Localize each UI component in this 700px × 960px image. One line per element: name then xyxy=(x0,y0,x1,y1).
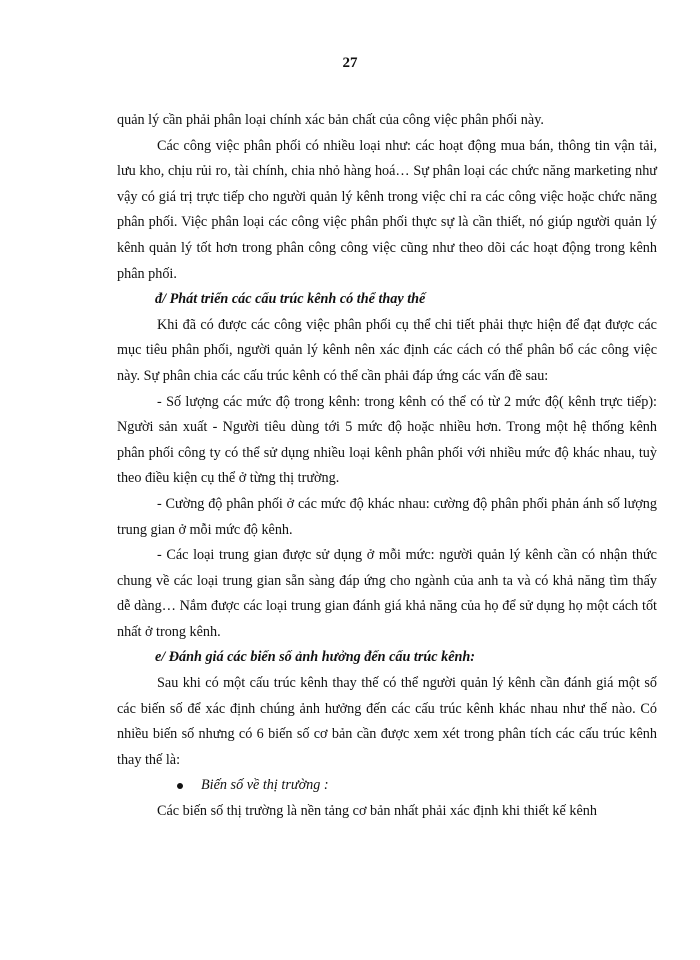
bullet-icon xyxy=(177,783,183,789)
paragraph: Khi đã có được các công việc phân phối cụ thể chi tiết phải thực hiện để đạt được các mục tiêu phân phối, người quản lý kênh nên xác định các cách có thể phân bổ các công việc này. Sự phân chia các cấu trúc kênh có thể cần phải đáp ứng các vấn đề sau: xyxy=(117,316,657,384)
document-body xyxy=(117,108,657,825)
paragraph: Các biến số thị trường là nền tảng cơ bản nhất phải xác định khi thiết kế kênh xyxy=(157,803,597,820)
paragraph: - Các loại trung gian được sử dụng ở mỗi mức: người quản lý kênh cần có nhận thức chung về các loại trung gian sẵn sàng đáp ứng cho ngành của anh ta và có khả năng tìm thấy dễ dàng… Nắm được các loại trung gian đánh giá khả năng của họ để sử dụng họ một cách tốt nhất ở trong kênh. xyxy=(117,547,657,640)
paragraph: - Cường độ phân phối ở các mức độ khác nhau: cường độ phân phối phản ánh số lượng trung gian ở mỗi mức độ kênh. xyxy=(117,495,657,538)
section-heading: e/ Đánh giá các biến số ảnh hưởng đến cấu trúc kênh: xyxy=(155,649,476,666)
paragraph: Các công việc phân phối có nhiều loại như: các hoạt động mua bán, thông tin vận tải, lưu kho, chịu rủi ro, tài chính, chia nhỏ hàng hoá… Sự phân loại các chức năng marketing như vậy có giá trị trực tiếp cho người quản lý kênh trong việc chỉ ra các công việc hoặc chức năng phân phối. Việc phân loại các công việc phân phối thực sự là cần thiết, nó giúp người quản lý kênh quản lý tốt hơn trong phân công công việc cũng như theo dõi các hoạt động trong kênh phân phối. xyxy=(117,137,657,282)
bullet-text: Biến số về thị trường : xyxy=(201,777,329,794)
section-heading: đ/ Phát triển các cấu trúc kênh có thể thay thế xyxy=(155,291,426,308)
paragraph: Sau khi có một cấu trúc kênh thay thế có thể người quản lý kênh cần đánh giá một số các biến số để xác định chúng ảnh hưởng đến các cấu trúc kênh khác nhau như thế nào. Có nhiều biến số nhưng có 6 biến số cơ bản cần được xem xét trong phân tích các cấu trúc kênh thay thế là: xyxy=(117,675,657,768)
bullet-item xyxy=(177,773,657,799)
paragraph: quản lý cần phải phân loại chính xác bản chất của công việc phân phối này. xyxy=(117,112,544,128)
page-number: 27 xyxy=(342,55,358,71)
paragraph: - Số lượng các mức độ trong kênh: trong kênh có thể có từ 2 mức độ( kênh trực tiếp): Người sản xuất - Người tiêu dùng tới 5 mức độ hoặc nhiều hơn. Trong một hệ thống kênh phân phối công ty có thể sử dụng nhiều loại kênh phân phối với nhiều mức độ khác nhau, tuỳ theo điều kiện cụ thể ở từng thị trường. xyxy=(117,393,657,487)
